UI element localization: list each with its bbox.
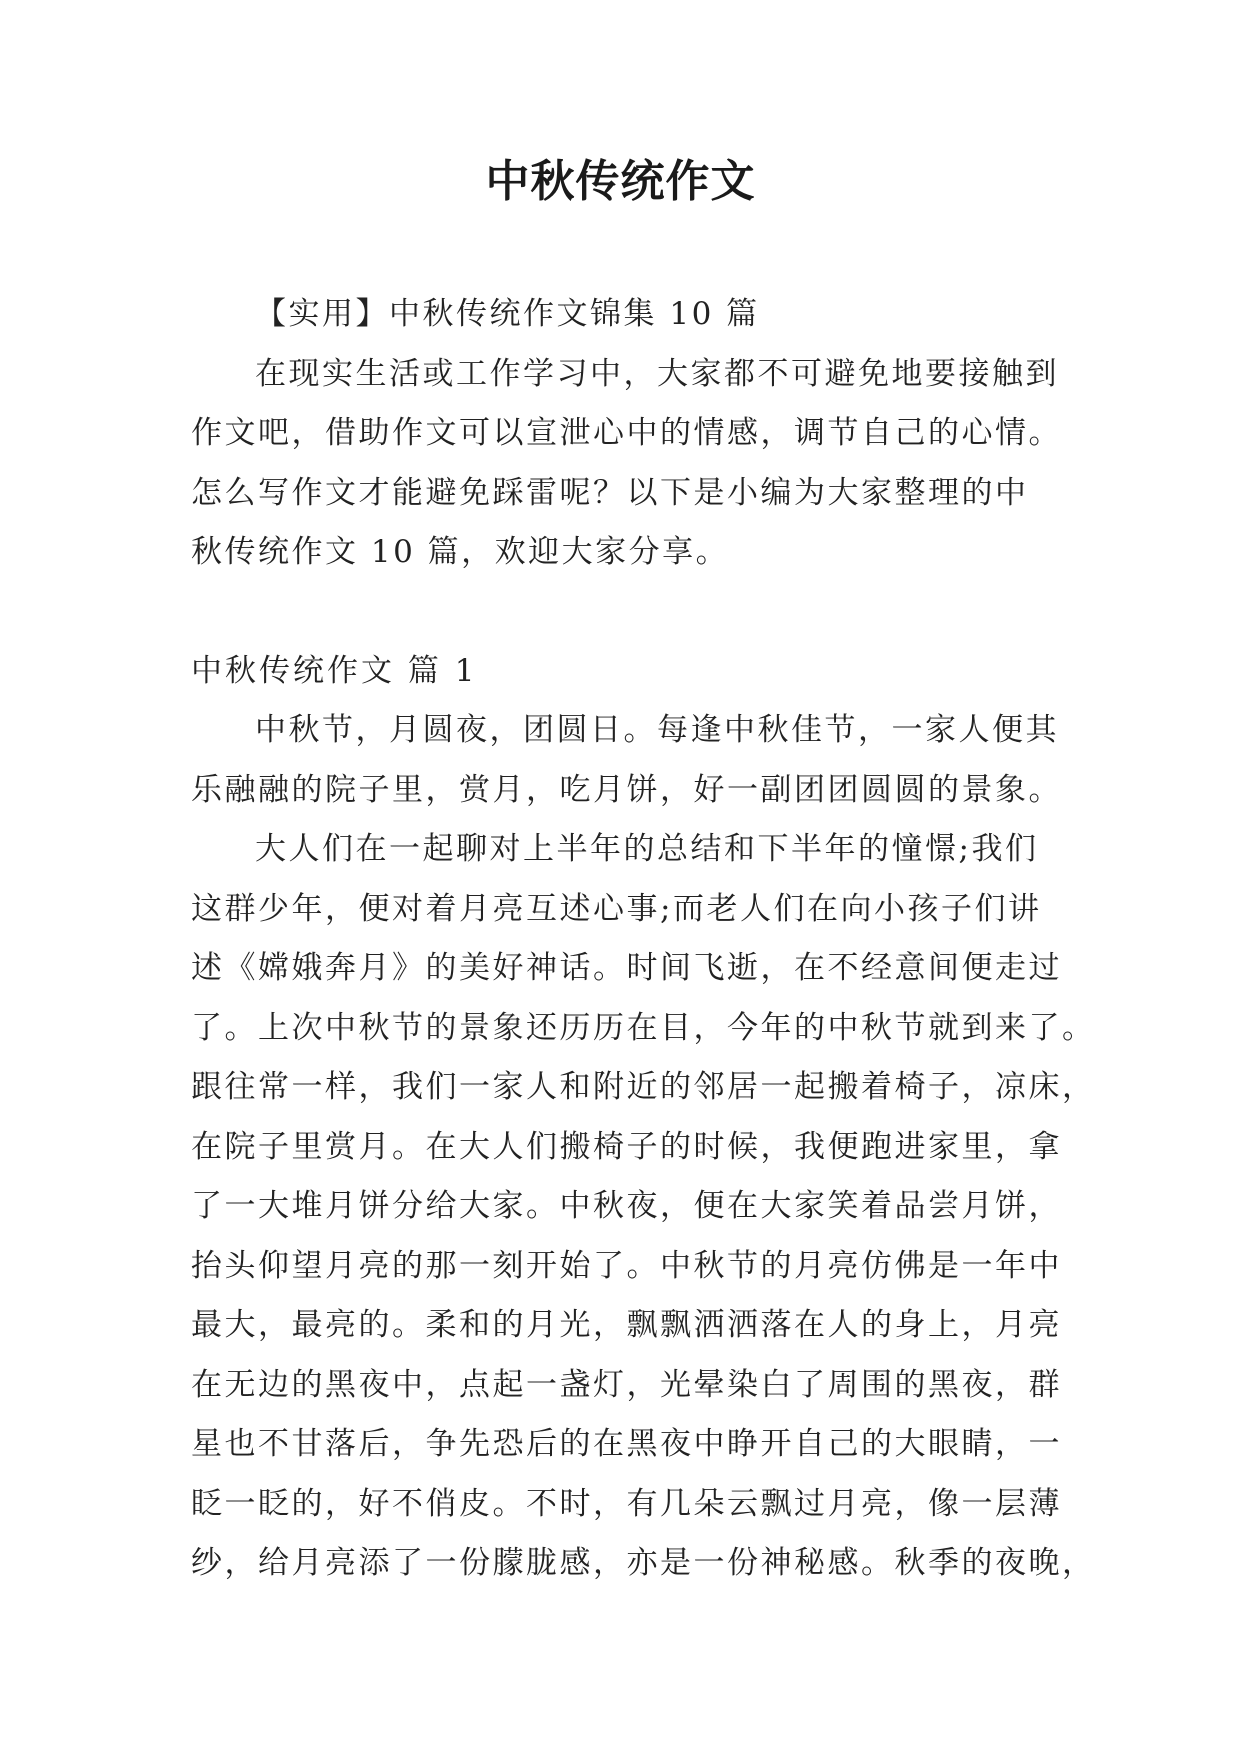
intro-line: 作文吧，借助作文可以宣泄心中的情感，调节自己的心情。 xyxy=(191,415,1062,451)
section-heading: 中秋传统作文 篇 1 xyxy=(191,652,478,689)
paragraph-line: 中秋节，月圆夜，团圆日。每逢中秋佳节，一家人便其 xyxy=(255,712,1059,748)
intro-line: 怎么写作文才能避免踩雷呢？以下是小编为大家整理的中 xyxy=(191,474,1029,511)
paragraph-line: 了。上次中秋节的景象还历历在目，今年的中秋节就到来了。 xyxy=(191,1009,1096,1046)
paragraph-line: 眨一眨的，好不俏皮。不时，有几朵云飘过月亮，像一层薄 xyxy=(191,1485,1062,1522)
paragraph-line: 在无边的黑夜中，点起一盏灯，光晕染白了周围的黑夜，群 xyxy=(191,1366,1062,1403)
document-title: 中秋传统作文 xyxy=(485,156,756,207)
paragraph-line: 抬头仰望月亮的那一刻开始了。中秋节的月亮仿佛是一年中 xyxy=(191,1247,1062,1284)
paragraph-line: 星也不甘落后，争先恐后的在黑夜中睁开自己的大眼睛，一 xyxy=(191,1426,1062,1462)
paragraph-line: 纱，给月亮添了一份朦胧感，亦是一份神秘感。秋季的夜晚， xyxy=(191,1545,1096,1581)
paragraph-line: 乐融融的院子里，赏月，吃月饼，好一副团团圆圆的景象。 xyxy=(191,771,1062,808)
paragraph-gap xyxy=(191,583,1071,642)
paragraph-line: 在院子里赏月。在大人们搬椅子的时候，我便跑进家里，拿 xyxy=(191,1128,1062,1165)
paragraph-line: 述《嫦娥奔月》的美好神话。时间飞逝，在不经意间便走过 xyxy=(191,950,1062,986)
paragraph-line: 这群少年，便对着月亮互述心事;而老人们在向小孩子们讲 xyxy=(191,890,1042,927)
paragraph-line: 最大，最亮的。柔和的月光，飘飘洒洒落在人的身上，月亮 xyxy=(191,1307,1062,1343)
document-body xyxy=(191,285,1096,1594)
intro-line: 在现实生活或工作学习中，大家都不可避免地要接触到 xyxy=(255,355,1059,392)
paragraph-line: 跟往常一样，我们一家人和附近的邻居一起搬着椅子，凉床， xyxy=(191,1069,1096,1105)
intro-heading: 【实用】中秋传统作文锦集 10 篇 xyxy=(255,296,760,332)
paragraph-line: 了一大堆月饼分给大家。中秋夜，便在大家笑着品尝月饼， xyxy=(191,1188,1062,1224)
intro-line: 秋传统作文 10 篇，欢迎大家分享。 xyxy=(191,534,730,570)
paragraph-line: 大人们在一起聊对上半年的总结和下半年的憧憬;我们 xyxy=(255,831,1039,867)
